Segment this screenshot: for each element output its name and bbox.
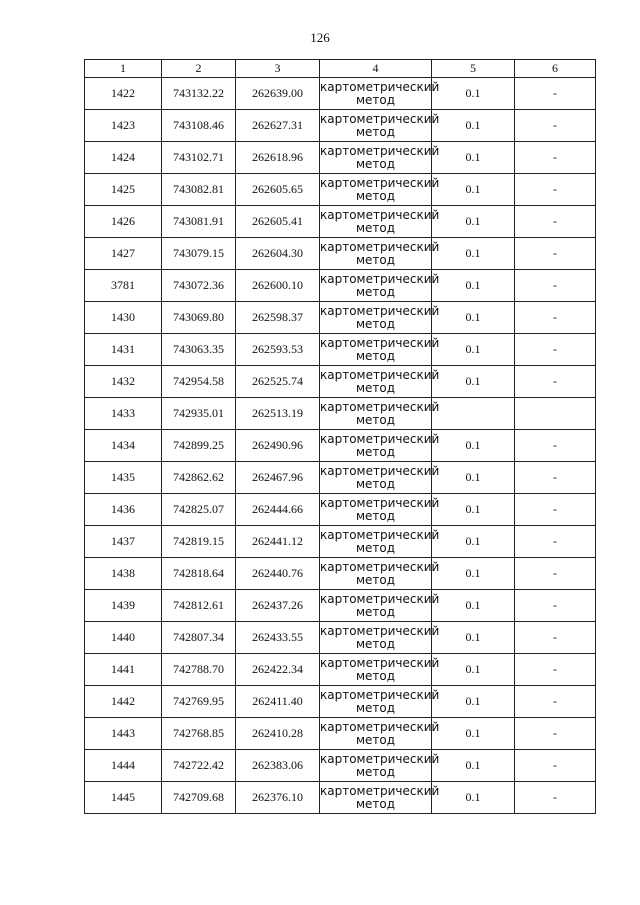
- cell-method: [320, 110, 440, 142]
- method-line-2: метод: [355, 636, 396, 651]
- table-header-row: [85, 60, 596, 78]
- cell-note: -: [515, 334, 596, 366]
- cell-method: [320, 430, 440, 462]
- cell-note: -: [515, 654, 596, 686]
- method-line-1: картометрический: [320, 591, 440, 606]
- method-line-2: метод: [355, 124, 396, 139]
- cell-y-coordinate: 262467.96: [236, 462, 320, 494]
- table-row: [85, 238, 596, 270]
- cell-accuracy: 0.1: [432, 782, 515, 814]
- cell-y-coordinate: 262422.34: [236, 654, 320, 686]
- cell-y-coordinate: 262598.37: [236, 302, 320, 334]
- cell-note: -: [515, 526, 596, 558]
- column-header-accuracy: 5: [432, 60, 515, 78]
- cell-x-coordinate: 743082.81: [162, 174, 236, 206]
- method-line-1: картометрический: [320, 399, 440, 414]
- table-row: [85, 622, 596, 654]
- cell-y-coordinate: 262383.06: [236, 750, 320, 782]
- method-line-1: картометрический: [320, 623, 440, 638]
- method-line-1: картометрический: [320, 303, 440, 318]
- cell-accuracy: 0.1: [432, 526, 515, 558]
- method-line-2: метод: [355, 284, 396, 299]
- cell-point: 1432: [85, 366, 162, 398]
- method-line-2: метод: [355, 796, 396, 811]
- cell-y-coordinate: 262513.19: [236, 398, 320, 430]
- method-line-2: метод: [355, 220, 396, 235]
- cell-x-coordinate: 742769.95: [162, 686, 236, 718]
- column-header-x: 2: [162, 60, 236, 78]
- cell-method: [320, 718, 440, 750]
- method-line-1: картометрический: [320, 239, 440, 254]
- cell-method: [320, 590, 440, 622]
- cell-accuracy: 0.1: [432, 270, 515, 302]
- method-line-2: метод: [355, 764, 396, 779]
- method-line-2: метод: [355, 732, 396, 747]
- cell-y-coordinate: 262490.96: [236, 430, 320, 462]
- table-row: [85, 462, 596, 494]
- table-row: [85, 526, 596, 558]
- cell-accuracy: 0.1: [432, 622, 515, 654]
- cell-method: [320, 622, 440, 654]
- method-line-2: метод: [355, 188, 396, 203]
- cell-y-coordinate: 262618.96: [236, 142, 320, 174]
- page-number: 126: [310, 30, 330, 45]
- table-row: [85, 590, 596, 622]
- cell-x-coordinate: 742788.70: [162, 654, 236, 686]
- cell-x-coordinate: 742954.58: [162, 366, 236, 398]
- method-line-1: картометрический: [320, 687, 440, 702]
- cell-y-coordinate: 262444.66: [236, 494, 320, 526]
- cell-x-coordinate: 742812.61: [162, 590, 236, 622]
- column-header-method: 4: [320, 60, 432, 78]
- cell-x-coordinate: 742862.62: [162, 462, 236, 494]
- method-line-2: метод: [355, 668, 396, 683]
- method-line-1: картометрический: [320, 751, 440, 766]
- cell-x-coordinate: 743072.36: [162, 270, 236, 302]
- cell-accuracy: 0.1: [432, 238, 515, 270]
- cell-method: [320, 302, 440, 334]
- cell-y-coordinate: 262639.00: [236, 78, 320, 110]
- cell-method: [320, 526, 440, 558]
- cell-x-coordinate: 743069.80: [162, 302, 236, 334]
- cell-point: 1437: [85, 526, 162, 558]
- cell-accuracy: 0.1: [432, 590, 515, 622]
- table-row: [85, 142, 596, 174]
- cell-method: [320, 686, 440, 718]
- cell-accuracy: 0.1: [432, 110, 515, 142]
- cell-y-coordinate: 262627.31: [236, 110, 320, 142]
- method-line-2: метод: [355, 316, 396, 331]
- cell-point: 1440: [85, 622, 162, 654]
- method-line-2: метод: [355, 380, 396, 395]
- cell-accuracy: 0.1: [432, 718, 515, 750]
- cell-point: 1422: [85, 78, 162, 110]
- cell-method: [320, 750, 440, 782]
- method-line-1: картометрический: [320, 111, 440, 126]
- cell-accuracy: 0.1: [432, 558, 515, 590]
- cell-point: 1443: [85, 718, 162, 750]
- cell-accuracy: 0.1: [432, 750, 515, 782]
- cell-point: 1439: [85, 590, 162, 622]
- method-line-2: метод: [355, 444, 396, 459]
- cell-accuracy: 0.1: [432, 302, 515, 334]
- cell-x-coordinate: 742709.68: [162, 782, 236, 814]
- cell-point: 1441: [85, 654, 162, 686]
- cell-note: -: [515, 558, 596, 590]
- cell-x-coordinate: 742807.34: [162, 622, 236, 654]
- cell-method: [320, 558, 440, 590]
- method-line-2: метод: [355, 604, 396, 619]
- cell-point: 1435: [85, 462, 162, 494]
- cell-note: -: [515, 110, 596, 142]
- cell-point: 1442: [85, 686, 162, 718]
- cell-point: 1431: [85, 334, 162, 366]
- method-line-1: картометрический: [320, 207, 440, 222]
- cell-note: -: [515, 750, 596, 782]
- cell-note: -: [515, 78, 596, 110]
- method-line-2: метод: [355, 572, 396, 587]
- column-header-y: 3: [236, 60, 320, 78]
- method-line-1: картометрический: [320, 783, 440, 798]
- cell-accuracy: 0.1: [432, 174, 515, 206]
- cell-method: [320, 398, 440, 430]
- column-header-note: 6: [515, 60, 596, 78]
- cell-x-coordinate: 742818.64: [162, 558, 236, 590]
- cell-method: [320, 174, 440, 206]
- cell-note: -: [515, 270, 596, 302]
- cell-x-coordinate: 743108.46: [162, 110, 236, 142]
- cell-note: -: [515, 494, 596, 526]
- table-row: [85, 78, 596, 110]
- table-row: [85, 558, 596, 590]
- cell-point: 3781: [85, 270, 162, 302]
- method-line-1: картометрический: [320, 271, 440, 286]
- cell-accuracy: 0.1: [432, 366, 515, 398]
- cell-accuracy: 0.1: [432, 686, 515, 718]
- cell-point: 1433: [85, 398, 162, 430]
- table-row: [85, 366, 596, 398]
- cell-y-coordinate: 262410.28: [236, 718, 320, 750]
- method-line-2: метод: [355, 412, 396, 427]
- table-row: [85, 494, 596, 526]
- table-row: [85, 398, 596, 430]
- cell-accuracy: 0.1: [432, 78, 515, 110]
- cell-y-coordinate: 262600.10: [236, 270, 320, 302]
- method-line-2: метод: [355, 476, 396, 491]
- cell-point: 1438: [85, 558, 162, 590]
- cell-point: 1436: [85, 494, 162, 526]
- cell-method: [320, 238, 440, 270]
- cell-note: -: [515, 718, 596, 750]
- method-line-1: картометрический: [320, 175, 440, 190]
- cell-point: 1425: [85, 174, 162, 206]
- cell-note: -: [515, 174, 596, 206]
- table-row: [85, 174, 596, 206]
- cell-y-coordinate: 262604.30: [236, 238, 320, 270]
- cell-accuracy: 0.1: [432, 430, 515, 462]
- cell-point: 1444: [85, 750, 162, 782]
- method-line-2: метод: [355, 540, 396, 555]
- method-line-1: картометрический: [320, 495, 440, 510]
- cell-accuracy: 0.1: [432, 334, 515, 366]
- cell-x-coordinate: 742899.25: [162, 430, 236, 462]
- cell-x-coordinate: 742825.07: [162, 494, 236, 526]
- method-line-2: метод: [355, 348, 396, 363]
- cell-x-coordinate: 743102.71: [162, 142, 236, 174]
- cell-method: [320, 494, 440, 526]
- column-header-point: 1: [85, 60, 162, 78]
- cell-point: 1426: [85, 206, 162, 238]
- method-line-2: метод: [355, 92, 396, 107]
- cell-accuracy: 0.1: [432, 494, 515, 526]
- cell-x-coordinate: 743132.22: [162, 78, 236, 110]
- method-line-1: картометрический: [320, 655, 440, 670]
- cell-note: -: [515, 206, 596, 238]
- cell-point: 1427: [85, 238, 162, 270]
- cell-x-coordinate: 742819.15: [162, 526, 236, 558]
- table-row: [85, 654, 596, 686]
- coordinates-table: [84, 59, 596, 814]
- cell-y-coordinate: 262605.41: [236, 206, 320, 238]
- method-line-2: метод: [355, 700, 396, 715]
- table-row: [85, 718, 596, 750]
- method-line-2: метод: [355, 156, 396, 171]
- cell-point: 1434: [85, 430, 162, 462]
- cell-y-coordinate: 262525.74: [236, 366, 320, 398]
- method-line-1: картометрический: [320, 367, 440, 382]
- cell-note: -: [515, 782, 596, 814]
- cell-x-coordinate: 743063.35: [162, 334, 236, 366]
- cell-method: [320, 782, 440, 814]
- cell-note: -: [515, 622, 596, 654]
- cell-y-coordinate: 262605.65: [236, 174, 320, 206]
- table-row: [85, 750, 596, 782]
- cell-method: [320, 366, 440, 398]
- cell-y-coordinate: 262593.53: [236, 334, 320, 366]
- table-row: [85, 334, 596, 366]
- cell-note: -: [515, 462, 596, 494]
- cell-method: [320, 462, 440, 494]
- cell-accuracy: [432, 398, 515, 430]
- cell-method: [320, 142, 440, 174]
- cell-x-coordinate: 743079.15: [162, 238, 236, 270]
- cell-point: 1424: [85, 142, 162, 174]
- table-row: [85, 686, 596, 718]
- method-line-2: метод: [355, 252, 396, 267]
- cell-x-coordinate: 742768.85: [162, 718, 236, 750]
- table-row: [85, 302, 596, 334]
- cell-note: -: [515, 590, 596, 622]
- method-line-2: метод: [355, 508, 396, 523]
- cell-accuracy: 0.1: [432, 654, 515, 686]
- method-line-1: картометрический: [320, 463, 440, 478]
- method-line-1: картометрический: [320, 335, 440, 350]
- cell-note: -: [515, 302, 596, 334]
- method-line-1: картометрический: [320, 79, 440, 94]
- cell-note: -: [515, 238, 596, 270]
- cell-method: [320, 206, 440, 238]
- cell-y-coordinate: 262411.40: [236, 686, 320, 718]
- cell-x-coordinate: 742722.42: [162, 750, 236, 782]
- table-row: [85, 782, 596, 814]
- cell-note: -: [515, 430, 596, 462]
- method-line-1: картометрический: [320, 527, 440, 542]
- method-line-1: картометрический: [320, 431, 440, 446]
- cell-accuracy: 0.1: [432, 206, 515, 238]
- method-line-1: картометрический: [320, 143, 440, 158]
- method-line-1: картометрический: [320, 559, 440, 574]
- cell-y-coordinate: 262441.12: [236, 526, 320, 558]
- cell-method: [320, 78, 440, 110]
- cell-accuracy: 0.1: [432, 142, 515, 174]
- cell-point: 1430: [85, 302, 162, 334]
- method-line-1: картометрический: [320, 719, 440, 734]
- table-row: [85, 430, 596, 462]
- cell-x-coordinate: 742935.01: [162, 398, 236, 430]
- cell-note: -: [515, 142, 596, 174]
- cell-x-coordinate: 743081.91: [162, 206, 236, 238]
- table-row: [85, 110, 596, 142]
- cell-accuracy: 0.1: [432, 462, 515, 494]
- cell-note: [515, 398, 596, 430]
- cell-point: 1445: [85, 782, 162, 814]
- cell-method: [320, 270, 440, 302]
- cell-note: -: [515, 366, 596, 398]
- cell-y-coordinate: 262376.10: [236, 782, 320, 814]
- cell-y-coordinate: 262440.76: [236, 558, 320, 590]
- cell-method: [320, 334, 440, 366]
- table-row: [85, 206, 596, 238]
- cell-note: -: [515, 686, 596, 718]
- cell-method: [320, 654, 440, 686]
- cell-y-coordinate: 262437.26: [236, 590, 320, 622]
- cell-point: 1423: [85, 110, 162, 142]
- table-row: [85, 270, 596, 302]
- cell-y-coordinate: 262433.55: [236, 622, 320, 654]
